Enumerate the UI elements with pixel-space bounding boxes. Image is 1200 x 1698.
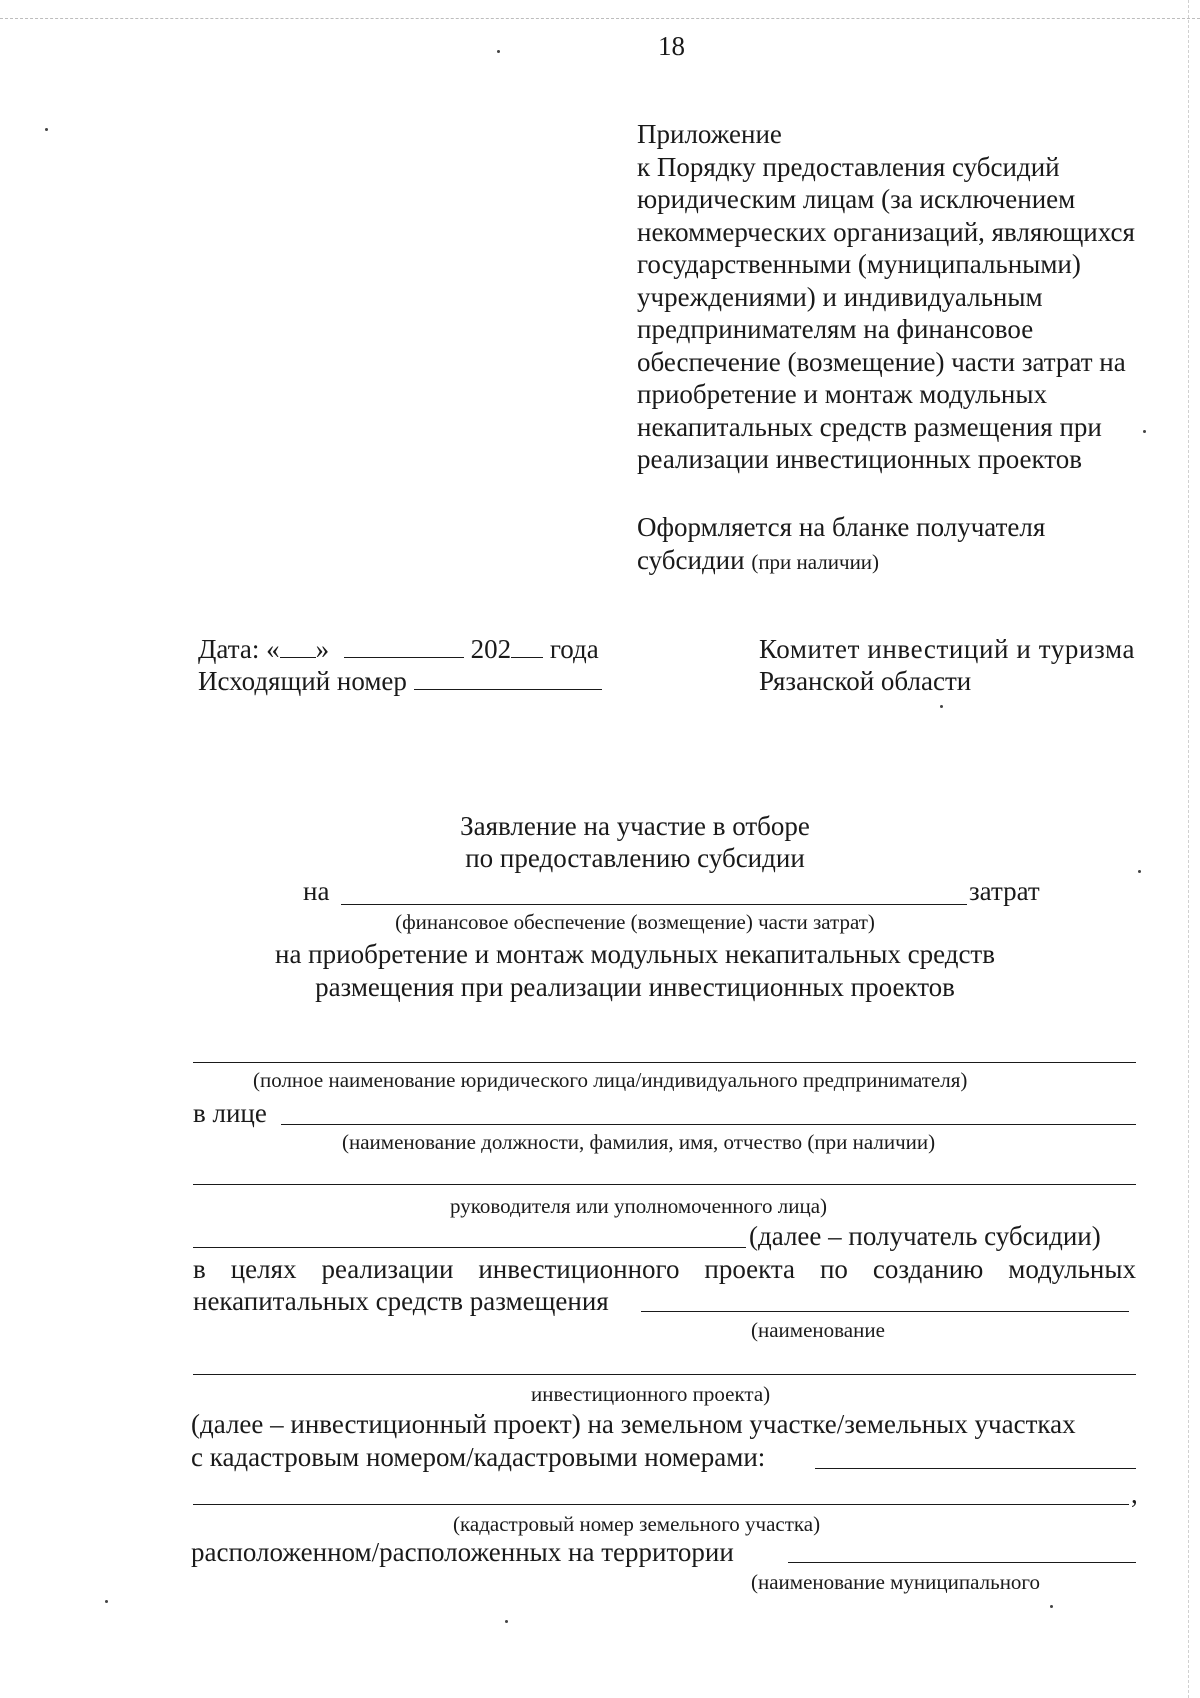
recipient-line: Комитет инвестиций и туризма xyxy=(759,634,1136,664)
scan-speck xyxy=(505,1620,508,1623)
scan-speck xyxy=(940,705,943,708)
scan-speck xyxy=(105,1600,108,1603)
page-number: 18 xyxy=(658,31,685,61)
appendix-line: государственными (муниципальными) xyxy=(637,249,1081,279)
appendix-line: некапитальных средств размещения при xyxy=(637,411,1102,442)
recipient-short-name-blank[interactable] xyxy=(193,1247,746,1248)
letterhead-note-line: Оформляется на бланке получателя xyxy=(637,512,1046,542)
hint-position: (наименование должности, фамилия, имя, отчество (при наличии) xyxy=(342,1130,936,1154)
representative-blank[interactable] xyxy=(281,1124,1136,1125)
appendix-title: Приложение xyxy=(637,119,782,149)
representative-blank-2[interactable] xyxy=(193,1184,1136,1185)
statement-title: на приобретение и монтаж модульных некапитальных средств xyxy=(275,939,995,969)
purpose-line: в целях реализации инвестиционного проекта по созданию модульных xyxy=(193,1254,1136,1284)
scan-speck xyxy=(45,128,48,131)
letterhead-note-line: субсидии (при наличии) xyxy=(637,544,880,575)
hint-cadastral: (кадастровый номер земельного участка) xyxy=(453,1512,821,1536)
scan-edge-top xyxy=(0,18,1200,19)
full-name-blank[interactable] xyxy=(193,1062,1136,1063)
land-line: (далее – инвестиционный проект) на земельном участке/земельных участках xyxy=(191,1409,1076,1439)
outgoing-number-blank[interactable] xyxy=(414,665,602,690)
cadastral-number-blank[interactable] xyxy=(815,1468,1136,1469)
comma: , xyxy=(1131,1479,1138,1509)
cadastral-number-blank-2[interactable] xyxy=(193,1504,1129,1505)
appendix-line: юридическим лицам (за исключением xyxy=(637,184,1076,214)
na-label: на xyxy=(303,876,330,906)
recipient-suffix: (далее – получатель субсидии) xyxy=(749,1221,1101,1251)
scan-speck xyxy=(1050,1605,1053,1608)
statement-title: Заявление на участие в отборе xyxy=(460,811,810,841)
appendix-line: предпринимателям на финансовое xyxy=(637,314,1034,344)
appendix-line: учреждениями) и индивидуальным xyxy=(637,281,1043,312)
date-year-blank[interactable] xyxy=(511,633,543,658)
date-field-row: Дата: « » 202 года xyxy=(198,634,599,664)
project-name-blank-2[interactable] xyxy=(193,1374,1136,1375)
land-line: с кадастровым номером/кадастровыми номерами: xyxy=(191,1442,766,1472)
hint-name: (наименование xyxy=(751,1318,885,1342)
date-month-blank[interactable] xyxy=(344,633,464,658)
scan-speck xyxy=(497,50,500,53)
letterhead-note xyxy=(637,511,1045,578)
appendix-line: реализации инвестиционных проектов xyxy=(637,444,1082,474)
hint-municipal: (наименование муниципального xyxy=(751,1570,1041,1594)
hint-subsidy-purpose: (финансовое обеспечение (возмещение) части затрат) xyxy=(395,910,875,934)
hint-project: инвестиционного проекта) xyxy=(531,1382,771,1406)
hint-head: руководителя или уполномоченного лица) xyxy=(450,1194,828,1218)
appendix-line: обеспечение (возмещение) части затрат на xyxy=(637,346,1126,377)
statement-title: по предоставлению субсидии xyxy=(465,843,805,873)
territory-label: расположенном/расположенных на территории xyxy=(191,1537,734,1567)
outgoing-number-row: Исходящий номер xyxy=(198,665,602,697)
purpose-line: некапитальных средств размещения xyxy=(193,1286,609,1316)
statement-title: размещения при реализации инвестиционных проектов xyxy=(315,972,955,1002)
appendix-line: к Порядку предоставления субсидий xyxy=(637,151,1060,182)
appendix-block xyxy=(637,118,1135,476)
territory-blank[interactable] xyxy=(788,1562,1136,1563)
zatrat-label: затрат xyxy=(969,876,1040,906)
subsidy-purpose-blank[interactable] xyxy=(341,875,967,905)
project-name-blank[interactable] xyxy=(641,1311,1129,1312)
scan-speck xyxy=(1143,430,1146,433)
recipient-line: Рязанской области xyxy=(759,666,972,696)
v-litse-label: в лице xyxy=(193,1098,267,1128)
date-day-blank[interactable] xyxy=(280,633,316,658)
appendix-line: приобретение и монтаж модульных xyxy=(637,379,1048,409)
appendix-line: некоммерческих организаций, являющихся xyxy=(637,216,1135,247)
hint-full-name: (полное наименование юридического лица/индивидуального предпринимателя) xyxy=(253,1068,968,1092)
